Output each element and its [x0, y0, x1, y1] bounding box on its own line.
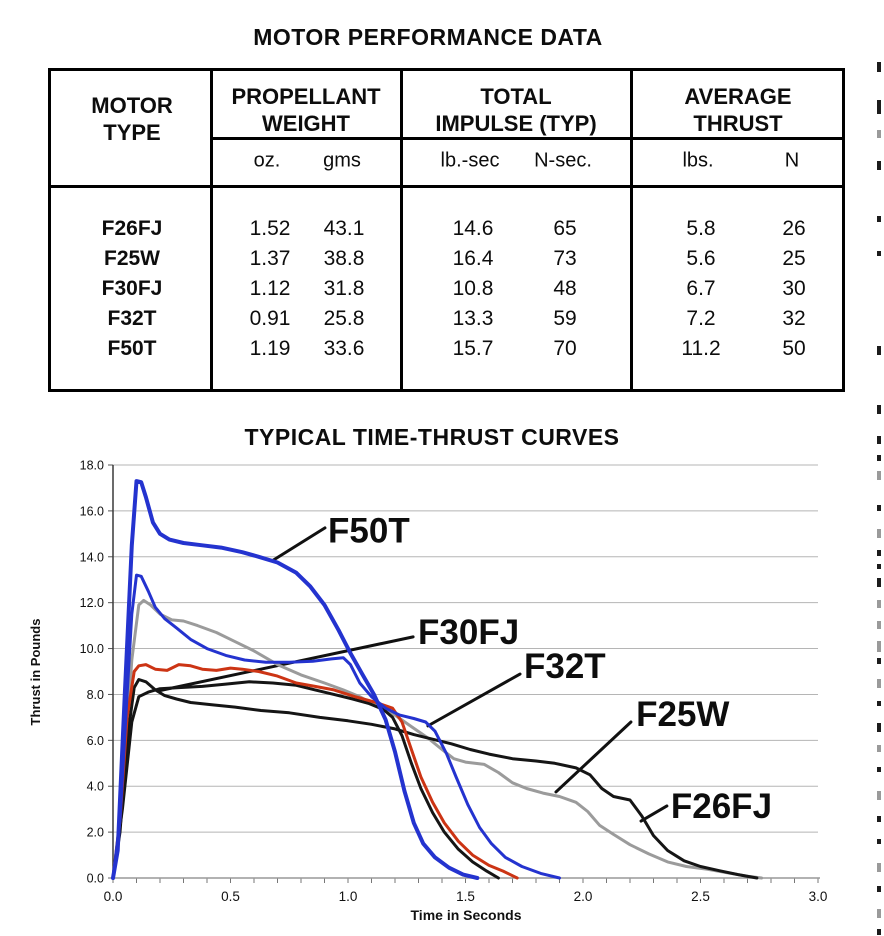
cropped-text-fragment: [877, 723, 881, 732]
table-title: MOTOR PERFORMANCE DATA: [253, 24, 603, 50]
table-cell-F50T-lb_sec: 15.7: [452, 337, 494, 360]
cropped-text-fragment: [877, 839, 881, 844]
cropped-text-fragment: [877, 745, 881, 752]
header-type: TYPE: [103, 120, 161, 145]
table-cell-F25W-lbs: 5.6: [686, 247, 716, 270]
table-cell-F32T-motor: F32T: [107, 307, 157, 330]
cropped-text-fragment: [877, 455, 881, 461]
x-tick-label-3.0: 3.0: [808, 889, 828, 904]
table-cell-F32T-n_sec: 59: [553, 307, 577, 330]
unit-oz: oz.: [253, 149, 281, 172]
curve-unlabeled-black: [113, 682, 498, 878]
cropped-text-fragment: [877, 791, 881, 800]
table-cell-F30FJ-lb_sec: 10.8: [452, 277, 494, 300]
table-cell-F50T-n: 50: [782, 337, 806, 360]
table-cell-F30FJ-motor: F30FJ: [101, 277, 163, 300]
table-cell-F25W-n_sec: 73: [553, 247, 577, 270]
thrust-chart: [0, 450, 884, 936]
cropped-text-fragment: [877, 62, 881, 72]
y-tick-label-12.0: 12.0: [79, 596, 104, 611]
cropped-text-fragment: [877, 641, 881, 652]
y-tick-label-6.0: 6.0: [86, 733, 104, 748]
curve-label-F30FJ: F30FJ: [418, 612, 520, 652]
cropped-text-fragment: [877, 471, 881, 480]
table-cell-F32T-oz: 0.91: [249, 307, 291, 330]
cropped-text-fragment: [877, 816, 881, 822]
table-cell-F25W-gms: 38.8: [323, 247, 365, 270]
cropped-text-fragment: [877, 216, 881, 222]
cropped-text-fragment: [877, 767, 881, 772]
cropped-text-fragment: [877, 578, 881, 587]
table-divider-vertical-3: [630, 71, 633, 389]
table-cell-F25W-motor: F25W: [103, 247, 161, 270]
x-tick-label-1.5: 1.5: [456, 889, 475, 904]
header-motor: MOTOR: [91, 93, 173, 118]
curve-label-F50T: F50T: [328, 511, 410, 551]
cropped-text-fragment: [877, 909, 881, 918]
cropped-text-fragment: [877, 161, 881, 170]
table-cell-F30FJ-oz: 1.12: [249, 277, 291, 300]
cropped-text-fragment: [877, 436, 881, 444]
cropped-text-fragment: [877, 346, 881, 355]
y-tick-label-10.0: 10.0: [79, 642, 104, 657]
table-cell-F30FJ-lbs: 6.7: [686, 277, 716, 300]
cropped-text-fragment: [877, 251, 881, 256]
x-tick-label-1.0: 1.0: [338, 889, 358, 904]
curve-label-F25W: F25W: [636, 694, 730, 734]
table-cell-F50T-lbs: 11.2: [681, 337, 721, 360]
table-cell-F50T-n_sec: 70: [553, 337, 577, 360]
unit-gms: gms: [323, 149, 361, 172]
pointer-line-F25W: [556, 722, 631, 792]
cropped-text-fragment: [877, 621, 881, 629]
y-tick-label-16.0: 16.0: [79, 504, 104, 519]
motor-performance-table: [48, 68, 845, 392]
table-divider-under-group-headers: [210, 137, 842, 140]
cropped-text-fragment: [877, 600, 881, 608]
cropped-text-fragment: [877, 929, 881, 935]
y-tick-label-18.0: 18.0: [79, 458, 104, 473]
table-cell-F30FJ-n_sec: 48: [553, 277, 577, 300]
table-cell-F26FJ-lbs: 5.8: [686, 217, 716, 240]
table-cell-F26FJ-oz: 1.52: [249, 217, 291, 240]
unit-lbs: lbs.: [682, 149, 714, 172]
table-cell-F26FJ-motor: F26FJ: [101, 217, 163, 240]
table-cell-F26FJ-n_sec: 65: [553, 217, 577, 240]
header-impulse-typ: IMPULSE (TYP): [435, 111, 597, 136]
curve-label-F26FJ: F26FJ: [670, 786, 773, 826]
table-cell-F25W-n: 25: [782, 247, 806, 270]
y-tick-label-4.0: 4.0: [86, 779, 104, 794]
header-weight: WEIGHT: [262, 111, 350, 136]
header-average: AVERAGE: [684, 84, 792, 109]
table-cell-F25W-lb_sec: 16.4: [452, 247, 494, 270]
x-tick-label-2.5: 2.5: [691, 889, 710, 904]
table-cell-F32T-lbs: 7.2: [686, 307, 716, 330]
table-divider-under-units: [51, 185, 842, 188]
y-tick-label-0.0: 0.0: [86, 871, 104, 886]
table-cell-F32T-n: 32: [782, 307, 806, 330]
table-cell-F26FJ-lb_sec: 14.6: [452, 217, 494, 240]
y-tick-label-2.0: 2.0: [86, 825, 104, 840]
header-total: TOTAL: [480, 84, 552, 109]
chart-title: TYPICAL TIME-THRUST CURVES: [244, 424, 620, 450]
table-divider-vertical-2: [400, 71, 403, 389]
pointer-line-F50T: [272, 528, 325, 561]
pointer-line-F32T: [428, 674, 520, 726]
cropped-text-fragment: [877, 679, 881, 688]
table-cell-F50T-gms: 33.6: [323, 337, 365, 360]
header-thrust: THRUST: [693, 111, 783, 136]
y-axis-title: Thrust in Pounds: [28, 618, 43, 726]
table-cell-F50T-motor: F50T: [107, 337, 157, 360]
cropped-text-fragment: [877, 863, 881, 872]
cropped-text-fragment: [877, 701, 881, 706]
unit-n-sec: N-sec.: [534, 149, 592, 172]
table-cell-F30FJ-n: 30: [782, 277, 806, 300]
cropped-text-fragment: [877, 529, 881, 538]
cropped-text-fragment: [877, 505, 881, 511]
cropped-text-fragment: [877, 550, 881, 556]
x-tick-label-0.5: 0.5: [221, 889, 240, 904]
cropped-text-fragment: [877, 405, 881, 414]
y-tick-label-8.0: 8.0: [86, 687, 104, 702]
table-cell-F26FJ-n: 26: [782, 217, 806, 240]
unit-n: N: [784, 149, 800, 172]
cropped-text-fragment: [877, 564, 881, 569]
cropped-text-fragment: [877, 100, 881, 114]
x-tick-label-0.0: 0.0: [103, 889, 123, 904]
table-cell-F30FJ-gms: 31.8: [323, 277, 365, 300]
unit-lb-sec: lb.-sec: [440, 149, 500, 172]
table-cell-F32T-gms: 25.8: [323, 307, 365, 330]
cropped-text-fragment: [877, 658, 881, 664]
table-cell-F25W-oz: 1.37: [249, 247, 291, 270]
curve-F50T: [113, 481, 477, 878]
x-axis-title: Time in Seconds: [410, 907, 522, 923]
cropped-text-fragment: [877, 130, 881, 138]
curve-label-F32T: F32T: [524, 646, 606, 686]
table-cell-F32T-lb_sec: 13.3: [452, 307, 494, 330]
y-tick-label-14.0: 14.0: [79, 550, 104, 565]
table-cell-F26FJ-gms: 43.1: [323, 217, 365, 240]
cropped-text-fragment: [877, 886, 881, 892]
header-propellant: PROPELLANT: [231, 84, 381, 109]
table-divider-vertical-1: [210, 71, 213, 389]
x-tick-label-2.0: 2.0: [573, 889, 593, 904]
table-cell-F50T-oz: 1.19: [249, 337, 291, 360]
